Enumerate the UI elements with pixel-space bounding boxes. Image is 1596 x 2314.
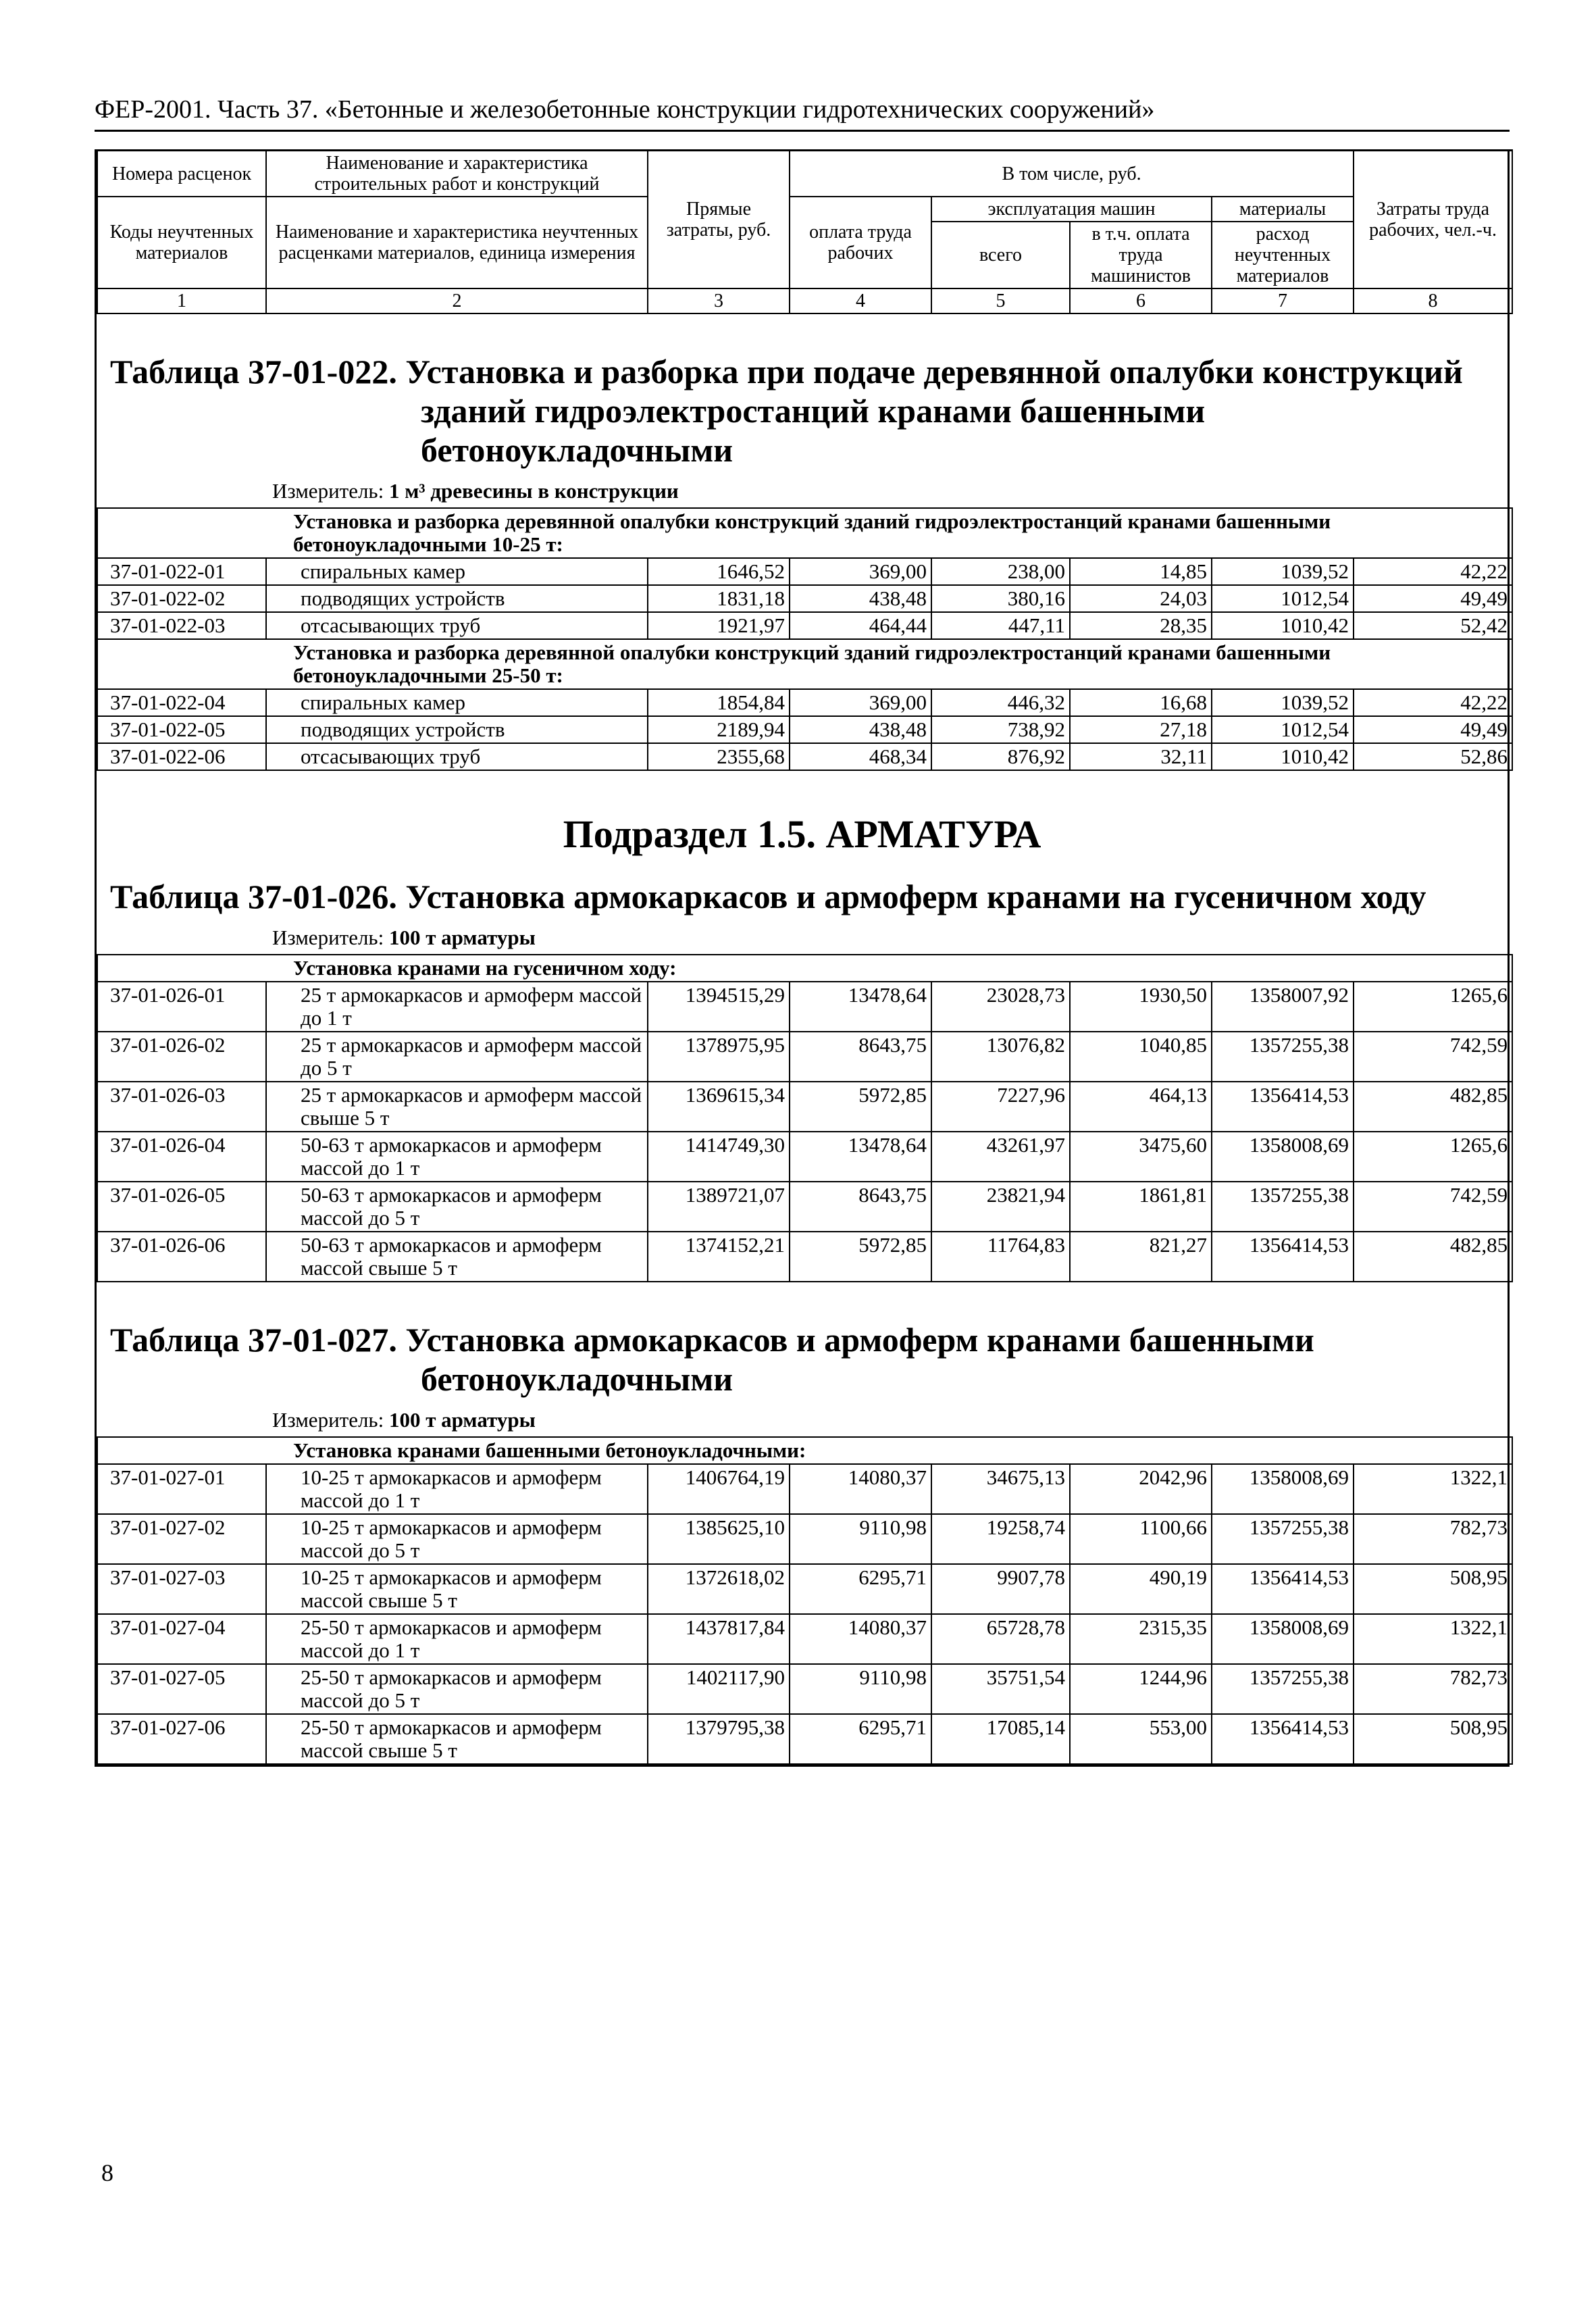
group-header-row	[97, 1437, 1512, 1464]
rate-code: 37-01-026-06	[97, 1232, 266, 1282]
value-cell: 553,00	[1070, 1714, 1212, 1764]
value-cell: 1356414,53	[1212, 1714, 1354, 1764]
table-row	[97, 1664, 1512, 1714]
value-cell: 1012,54	[1212, 585, 1354, 612]
group-title: Установка и разборка деревянной опалубки конструкций зданий гидроэлектростанций кранами башенными бетоноукладочными 10-25 т:	[266, 508, 1512, 558]
header-materials: материалы	[1212, 197, 1354, 222]
value-cell: 490,19	[1070, 1564, 1212, 1614]
rate-code: 37-01-022-06	[97, 743, 266, 770]
value-cell: 482,85	[1354, 1232, 1512, 1282]
value-cell: 1358008,69	[1212, 1614, 1354, 1664]
value-cell: 1356414,53	[1212, 1232, 1354, 1282]
work-name: спиральных камер	[266, 689, 648, 716]
value-cell: 1389721,07	[648, 1182, 790, 1232]
header-num-1: 1	[97, 288, 266, 313]
work-name: 10-25 т армокаркасов и армоферм массой до 5 т	[266, 1514, 648, 1564]
value-cell: 508,95	[1354, 1564, 1512, 1614]
value-cell: 1322,1	[1354, 1464, 1512, 1514]
value-cell: 1265,6	[1354, 1132, 1512, 1182]
value-cell: 42,22	[1354, 689, 1512, 716]
subsection-title: Подраздел 1.5. АРМАТУРА	[563, 812, 1041, 856]
work-name: 25 т армокаркасов и армоферм массой до 5 т	[266, 1032, 648, 1082]
work-name: 25 т армокаркасов и армоферм массой свыше 5 т	[266, 1082, 648, 1132]
value-cell: 24,03	[1070, 585, 1212, 612]
value-cell: 16,68	[1070, 689, 1212, 716]
rate-code: 37-01-026-01	[97, 982, 266, 1032]
value-cell: 1385625,10	[648, 1514, 790, 1564]
value-cell: 11764,83	[931, 1232, 1070, 1282]
value-cell: 52,86	[1354, 743, 1512, 770]
value-cell: 1374152,21	[648, 1232, 790, 1282]
value-cell: 13478,64	[790, 982, 931, 1032]
group-spacer-cell	[97, 1437, 266, 1464]
value-cell: 8643,75	[790, 1182, 931, 1232]
value-cell: 1854,84	[648, 689, 790, 716]
value-cell: 1265,6	[1354, 982, 1512, 1032]
value-cell: 7227,96	[931, 1082, 1070, 1132]
page-number: 8	[101, 2159, 113, 2186]
value-cell: 1039,52	[1212, 689, 1354, 716]
header-num-3: 3	[648, 288, 790, 313]
value-cell: 19258,74	[931, 1514, 1070, 1564]
table-row	[97, 1132, 1512, 1182]
value-cell: 42,22	[1354, 558, 1512, 585]
table-027	[97, 1436, 1513, 1765]
value-cell: 1358008,69	[1212, 1132, 1354, 1182]
header-including: В том числе, руб.	[790, 151, 1354, 197]
rate-code: 37-01-027-01	[97, 1464, 266, 1514]
value-cell: 508,95	[1354, 1714, 1512, 1764]
running-header: ФЕР-2001. Часть 37. «Бетонные и железобетонные конструкции гидротехнических сооружений»	[95, 95, 1510, 132]
value-cell: 464,44	[790, 612, 931, 639]
value-cell: 34675,13	[931, 1464, 1070, 1514]
rate-code: 37-01-027-02	[97, 1514, 266, 1564]
table-022	[97, 507, 1513, 771]
value-cell: 1244,96	[1070, 1664, 1212, 1714]
table-022-title: Таблица 37-01-022. Установка и разборка при подаче деревянной опалубки конструкций зданий гидроэлектростанций кранами башенными бетоноукладочными	[110, 353, 1463, 469]
table-row	[97, 1514, 1512, 1564]
header-num-4: 4	[790, 288, 931, 313]
value-cell: 738,92	[931, 716, 1070, 743]
rate-code: 37-01-027-06	[97, 1714, 266, 1764]
value-cell: 1357255,38	[1212, 1514, 1354, 1564]
rate-code: 37-01-026-04	[97, 1132, 266, 1182]
value-cell: 369,00	[790, 558, 931, 585]
value-cell: 742,59	[1354, 1032, 1512, 1082]
work-name: 50-63 т армокаркасов и армоферм массой свыше 5 т	[266, 1232, 648, 1282]
header-machines: эксплуатация машин	[931, 197, 1212, 222]
value-cell: 49,49	[1354, 585, 1512, 612]
rate-code: 37-01-027-04	[97, 1614, 266, 1664]
table-026-measure: Измеритель: 100 т арматуры	[272, 926, 536, 949]
header-col1-bottom: Коды неучтенных материалов	[97, 197, 266, 288]
rate-code: 37-01-022-04	[97, 689, 266, 716]
value-cell: 1039,52	[1212, 558, 1354, 585]
table-row	[97, 1032, 1512, 1082]
value-cell: 13076,82	[931, 1032, 1070, 1082]
work-name: подводящих устройств	[266, 585, 648, 612]
rate-code: 37-01-026-03	[97, 1082, 266, 1132]
header-machines-total: всего	[931, 222, 1070, 288]
table-row	[97, 1232, 1512, 1282]
header-num-6: 6	[1070, 288, 1212, 313]
table-027-measure: Измеритель: 100 т арматуры	[272, 1408, 536, 1432]
value-cell: 1394515,29	[648, 982, 790, 1032]
table-row	[97, 1564, 1512, 1614]
value-cell: 14,85	[1070, 558, 1212, 585]
table-row	[97, 716, 1512, 743]
table-row	[97, 585, 1512, 612]
value-cell: 1010,42	[1212, 612, 1354, 639]
value-cell: 8643,75	[790, 1032, 931, 1082]
value-cell: 238,00	[931, 558, 1070, 585]
header-num-8: 8	[1354, 288, 1512, 313]
group-spacer-cell	[97, 639, 266, 689]
rate-code: 37-01-027-03	[97, 1564, 266, 1614]
header-num-7: 7	[1212, 288, 1354, 313]
work-name: спиральных камер	[266, 558, 648, 585]
value-cell: 49,49	[1354, 716, 1512, 743]
table-026-title: Таблица 37-01-026. Установка армокаркасов и армоферм кранами на гусеничном ходу	[110, 878, 1426, 915]
work-name: 50-63 т армокаркасов и армоферм массой до 5 т	[266, 1182, 648, 1232]
value-cell: 380,16	[931, 585, 1070, 612]
value-cell: 35751,54	[931, 1664, 1070, 1714]
table-022-measure: Измеритель: 1 м³ древесины в конструкции	[272, 479, 679, 503]
work-name: подводящих устройств	[266, 716, 648, 743]
header-materials-consumption: расход неучтенных материалов	[1212, 222, 1354, 288]
header-labor-cost: Затраты труда рабочих, чел.-ч.	[1354, 151, 1512, 289]
value-cell: 3475,60	[1070, 1132, 1212, 1182]
group-spacer-cell	[97, 955, 266, 982]
value-cell: 5972,85	[790, 1082, 931, 1132]
table-row	[97, 982, 1512, 1032]
value-cell: 2042,96	[1070, 1464, 1212, 1514]
value-cell: 9110,98	[790, 1664, 931, 1714]
header-num-2: 2	[266, 288, 648, 313]
table-row	[97, 743, 1512, 770]
value-cell: 1010,42	[1212, 743, 1354, 770]
table-row	[97, 1714, 1512, 1764]
header-num-5: 5	[931, 288, 1070, 313]
value-cell: 5972,85	[790, 1232, 931, 1282]
table-row	[97, 558, 1512, 585]
value-cell: 369,00	[790, 689, 931, 716]
value-cell: 9110,98	[790, 1514, 931, 1564]
table-row	[97, 1082, 1512, 1132]
value-cell: 1040,85	[1070, 1032, 1212, 1082]
value-cell: 438,48	[790, 716, 931, 743]
rate-code: 37-01-026-02	[97, 1032, 266, 1082]
table-row	[97, 1464, 1512, 1514]
group-title: Установка и разборка деревянной опалубки конструкций зданий гидроэлектростанций кранами башенными бетоноукладочными 25-50 т:	[266, 639, 1512, 689]
header-col1-top: Номера расценок	[97, 151, 266, 197]
rate-code: 37-01-022-02	[97, 585, 266, 612]
value-cell: 1372618,02	[648, 1564, 790, 1614]
header-col2-top: Наименование и характеристика строительных работ и конструкций	[266, 151, 648, 197]
header-machines-labor: в т.ч. оплата труда машинистов	[1070, 222, 1212, 288]
value-cell: 65728,78	[931, 1614, 1070, 1664]
value-cell: 447,11	[931, 612, 1070, 639]
value-cell: 13478,64	[790, 1132, 931, 1182]
group-title: Установка кранами на гусеничном ходу:	[266, 955, 1512, 982]
value-cell: 446,32	[931, 689, 1070, 716]
table-027-title: Таблица 37-01-027. Установка армокаркасов и армоферм кранами башенными бетоноукладочными	[110, 1321, 1314, 1398]
value-cell: 28,35	[1070, 612, 1212, 639]
value-cell: 482,85	[1354, 1082, 1512, 1132]
group-spacer-cell	[97, 508, 266, 558]
value-cell: 52,42	[1354, 612, 1512, 639]
group-header-row	[97, 639, 1512, 689]
value-cell: 464,13	[1070, 1082, 1212, 1132]
table-row	[97, 612, 1512, 639]
rate-code: 37-01-022-05	[97, 716, 266, 743]
page	[95, 95, 1510, 1767]
work-name: 10-25 т армокаркасов и армоферм массой свыше 5 т	[266, 1564, 648, 1614]
value-cell: 2189,94	[648, 716, 790, 743]
value-cell: 438,48	[790, 585, 931, 612]
table-022-section	[97, 314, 1508, 771]
value-cell: 1100,66	[1070, 1514, 1212, 1564]
rate-code: 37-01-022-01	[97, 558, 266, 585]
group-header-row	[97, 955, 1512, 982]
value-cell: 821,27	[1070, 1232, 1212, 1282]
value-cell: 1378975,95	[648, 1032, 790, 1082]
value-cell: 742,59	[1354, 1182, 1512, 1232]
value-cell: 1012,54	[1212, 716, 1354, 743]
rate-code: 37-01-027-05	[97, 1664, 266, 1714]
value-cell: 1356414,53	[1212, 1564, 1354, 1614]
value-cell: 1831,18	[648, 585, 790, 612]
header-col2-bottom: Наименование и характеристика неучтенных расценками материалов, единица измерения	[266, 197, 648, 288]
value-cell: 1861,81	[1070, 1182, 1212, 1232]
table-row	[97, 1614, 1512, 1664]
value-cell: 1406764,19	[648, 1464, 790, 1514]
value-cell: 27,18	[1070, 716, 1212, 743]
value-cell: 23028,73	[931, 982, 1070, 1032]
value-cell: 9907,78	[931, 1564, 1070, 1614]
group-header-row	[97, 508, 1512, 558]
value-cell: 782,73	[1354, 1664, 1512, 1714]
rate-code: 37-01-022-03	[97, 612, 266, 639]
document-frame	[95, 149, 1510, 1767]
rate-code: 37-01-026-05	[97, 1182, 266, 1232]
value-cell: 1921,97	[648, 612, 790, 639]
value-cell: 14080,37	[790, 1464, 931, 1514]
value-cell: 1356414,53	[1212, 1082, 1354, 1132]
value-cell: 1414749,30	[648, 1132, 790, 1182]
work-name: отсасывающих труб	[266, 743, 648, 770]
header-labor-wages: оплата труда рабочих	[790, 197, 931, 288]
table-026	[97, 954, 1513, 1282]
work-name: 25-50 т армокаркасов и армоферм массой до 1 т	[266, 1614, 648, 1664]
header-direct-costs: Прямые затраты, руб.	[648, 151, 790, 289]
value-cell: 1930,50	[1070, 982, 1212, 1032]
work-name: 25-50 т армокаркасов и армоферм массой свыше 5 т	[266, 1714, 648, 1764]
value-cell: 468,34	[790, 743, 931, 770]
work-name: 50-63 т армокаркасов и армоферм массой до 1 т	[266, 1132, 648, 1182]
value-cell: 1358008,69	[1212, 1464, 1354, 1514]
value-cell: 1646,52	[648, 558, 790, 585]
value-cell: 876,92	[931, 743, 1070, 770]
table-row	[97, 1182, 1512, 1232]
value-cell: 1379795,38	[648, 1714, 790, 1764]
work-name: 10-25 т армокаркасов и армоферм массой до 1 т	[266, 1464, 648, 1514]
value-cell: 2315,35	[1070, 1614, 1212, 1664]
value-cell: 17085,14	[931, 1714, 1070, 1764]
value-cell: 23821,94	[931, 1182, 1070, 1232]
value-cell: 14080,37	[790, 1614, 931, 1664]
value-cell: 1358007,92	[1212, 982, 1354, 1032]
work-name: 25-50 т армокаркасов и армоферм массой до 5 т	[266, 1664, 648, 1714]
value-cell: 1369615,34	[648, 1082, 790, 1132]
value-cell: 782,73	[1354, 1514, 1512, 1564]
value-cell: 6295,71	[790, 1714, 931, 1764]
column-header-table	[97, 149, 1513, 314]
work-name: отсасывающих труб	[266, 612, 648, 639]
value-cell: 32,11	[1070, 743, 1212, 770]
work-name: 25 т армокаркасов и армоферм массой до 1 т	[266, 982, 648, 1032]
table-027-section	[97, 1282, 1508, 1765]
group-title: Установка кранами башенными бетоноукладочными:	[266, 1437, 1512, 1464]
value-cell: 1437817,84	[648, 1614, 790, 1664]
table-row	[97, 689, 1512, 716]
value-cell: 1357255,38	[1212, 1182, 1354, 1232]
value-cell: 1357255,38	[1212, 1664, 1354, 1714]
table-026-section	[97, 870, 1508, 1282]
value-cell: 1322,1	[1354, 1614, 1512, 1664]
value-cell: 2355,68	[648, 743, 790, 770]
value-cell: 43261,97	[931, 1132, 1070, 1182]
value-cell: 1357255,38	[1212, 1032, 1354, 1082]
value-cell: 6295,71	[790, 1564, 931, 1614]
value-cell: 1402117,90	[648, 1664, 790, 1714]
